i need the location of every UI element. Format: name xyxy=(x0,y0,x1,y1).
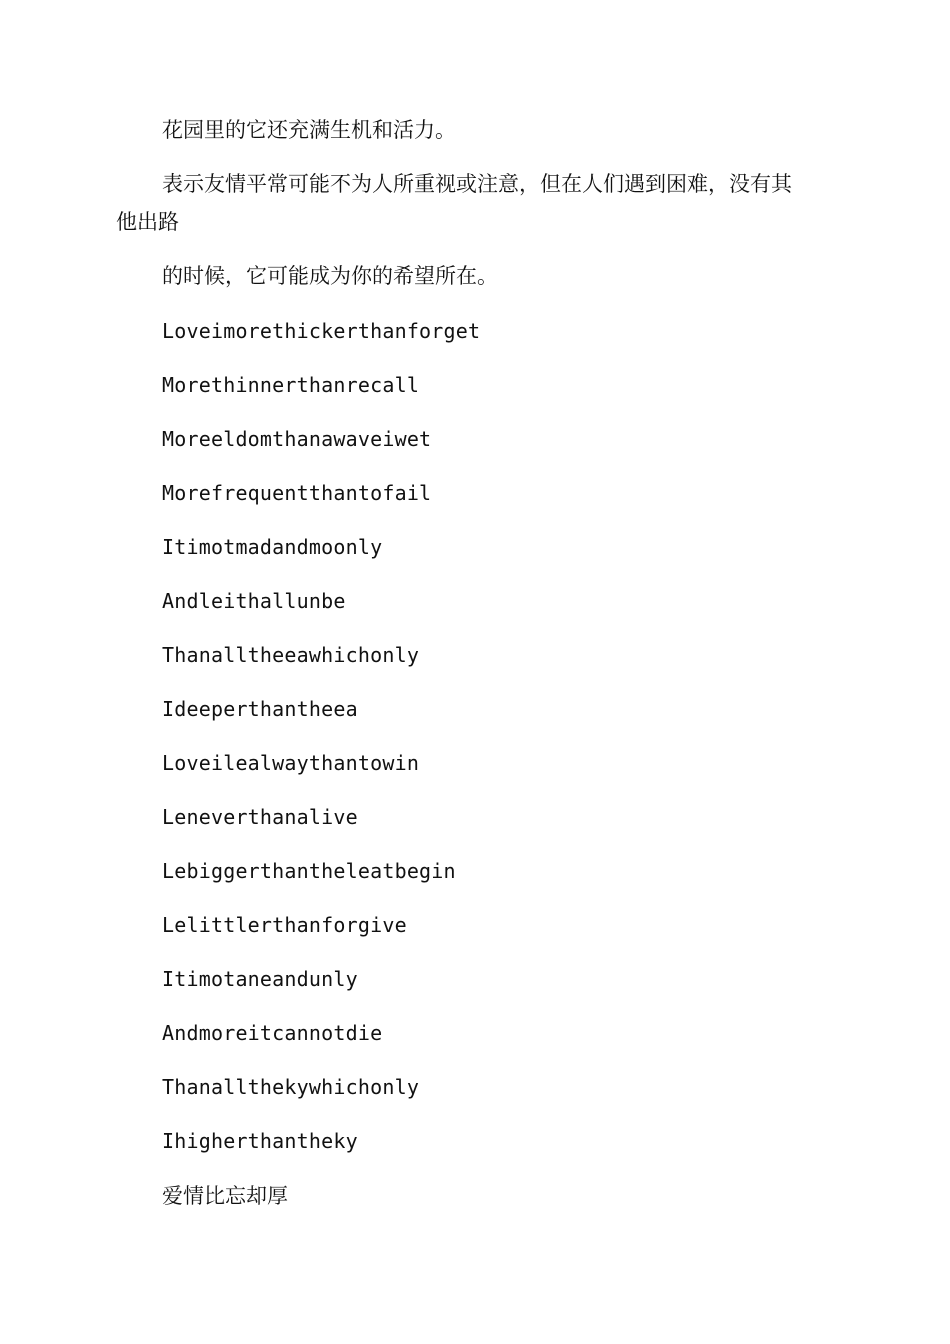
poem-line: Loveilealwaythantowin xyxy=(162,751,420,775)
poem-line: Lebiggerthantheleatbegin xyxy=(162,859,456,883)
closing-line: 爱情比忘却厚 xyxy=(162,1184,288,1208)
poem-line: Leneverthanalive xyxy=(162,805,358,829)
poem-line: Loveimorethickerthanforget xyxy=(162,319,481,343)
poem-line: Morethinnerthanrecall xyxy=(162,373,420,397)
poem-line: Ihigherthantheky xyxy=(162,1129,358,1153)
paragraph-friendship-continued: 他出路 xyxy=(116,210,179,234)
paragraph-friendship: 表示友情平常可能不为人所重视或注意，但在人们遇到困难，没有其 xyxy=(162,172,792,196)
poem-line: Lelittlerthanforgive xyxy=(162,913,407,937)
poem-line: Morefrequentthantofail xyxy=(162,481,432,505)
poem-line: Thanalltheeawhichonly xyxy=(162,643,420,667)
poem-line: Andmoreitcannotdie xyxy=(162,1021,383,1045)
poem-line: Thanallthekywhichonly xyxy=(162,1075,420,1099)
poem-line: Itimotaneandunly xyxy=(162,967,358,991)
poem-line: Itimotmadandmoonly xyxy=(162,535,383,559)
paragraph-hope: 的时候，它可能成为你的希望所在。 xyxy=(162,264,498,288)
poem-line: Andleithallunbe xyxy=(162,589,346,613)
poem-line: Ideeperthantheea xyxy=(162,697,358,721)
paragraph-garden: 花园里的它还充满生机和活力。 xyxy=(162,118,456,142)
poem-line: Moreeldomthanawaveiwet xyxy=(162,427,432,451)
